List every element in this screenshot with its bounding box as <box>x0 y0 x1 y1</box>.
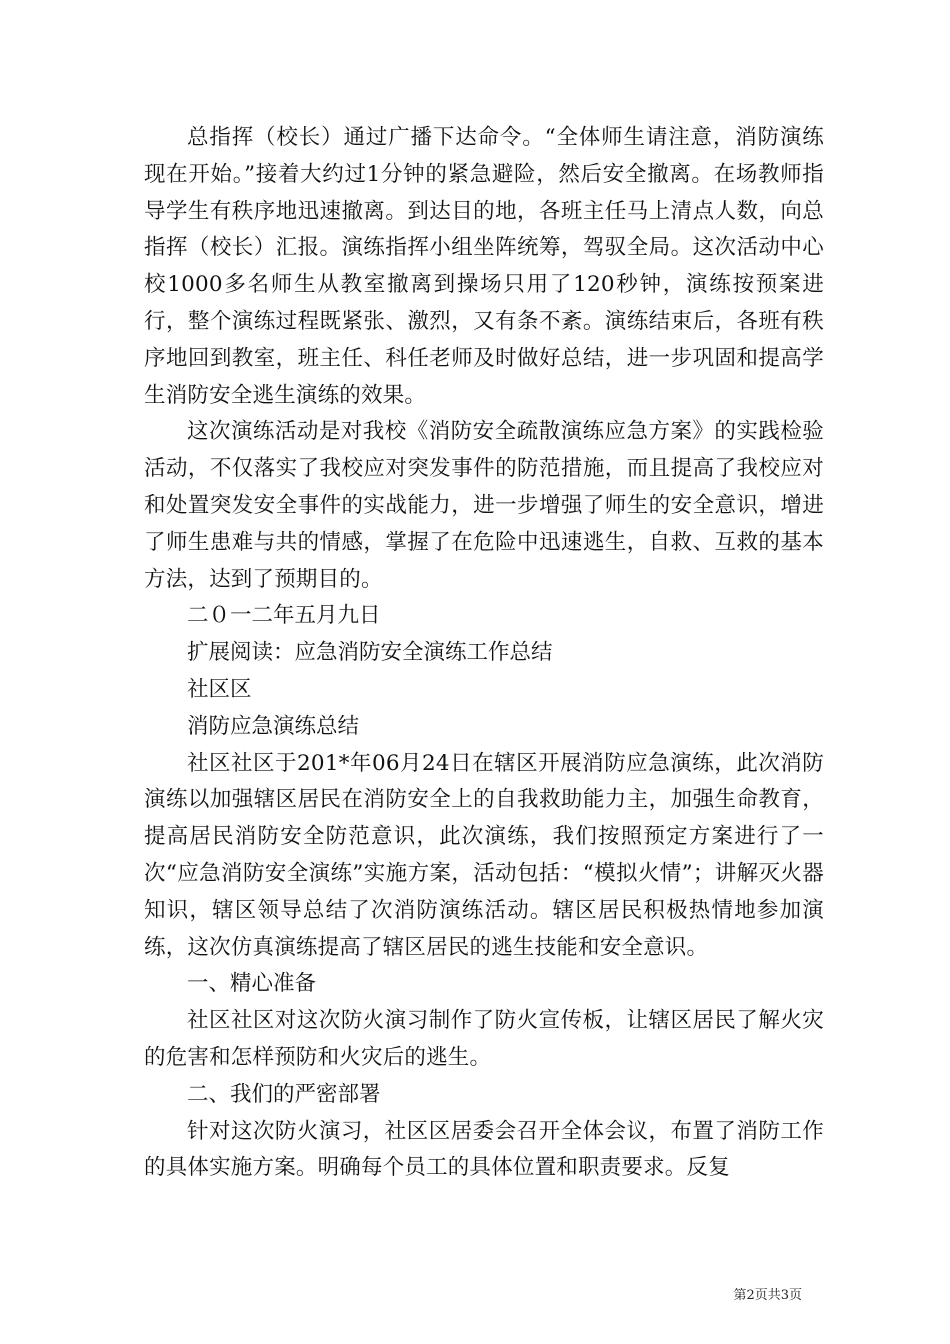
extended-reading-line: 扩展阅读：应急消防安全演练工作总结 <box>187 640 553 666</box>
paragraph-preparation: 社区社区对这次防火演习制作了防火宣传板，让辖区居民了解火灾的危害和怎样预防和火灾后的逃生。 <box>144 1008 824 1070</box>
section-heading-preparation: 一、精心准备 <box>187 971 317 997</box>
paragraph-community-drill: 社区社区于201*年06月24日在辖区开展消防应急演练，此次消防演练以加强辖区居民在消防安全上的自我救助能力主，加强生命教育，提高居民消防安全防范意识，此次演练，我们按照预定方案进行了一次“应急消防安全演练”实施方案，活动包括：“模拟火情”；讲解灭火器知识，辖区领导总结了次消防演练活动。辖区居民积极热情地参加演练，这次仿真演练提高了辖区居民的逃生技能和安全意识。 <box>144 750 824 960</box>
page-number-footer: 第2页共3页 <box>733 1288 802 1303</box>
paragraph-drill-process: 总指挥（校长）通过广播下达命令。“全体师生请注意，消防演练现在开始。”接着大约过1分钟的紧急避险，然后安全撤离。在场教师指导学生有秩序地迅速撤离。到达目的地，各班主任马上清点人数，向总指挥（校长）汇报。演练指挥小组坐阵统筹，驾驭全局。这次活动中心校1000多名师生从教室撤离到操场只用了120秒钟，演练按预案进行，整个演练过程既紧张、激烈，又有条不紊。演练结束后，各班有秩序地回到教室，班主任、科任老师及时做好总结，进一步巩固和提高学生消防安全逃生演练的效果。 <box>144 125 824 408</box>
date-line: 二０一二年五月九日 <box>187 603 381 629</box>
subtitle-line: 消防应急演练总结 <box>187 713 360 739</box>
paragraph-deployment: 针对这次防火演习，社区区居委会召开全体会议，布置了消防工作的具体实施方案。明确每个员工的具体位置和职责要求。反复 <box>144 1118 824 1181</box>
organization-line: 社区区 <box>187 676 252 702</box>
paragraph-drill-evaluation: 这次演练活动是对我校《消防安全疏散演练应急方案》的实践检验活动，不仅落实了我校应对突发事件的防范措施，而且提高了我校应对和处置突发安全事件的实战能力，进一步增强了师生的安全意识，增进了师生患难与共的情感，掌握了在危险中迅速逃生，自救、互救的基本方法，达到了预期目的。 <box>144 419 824 592</box>
document-body <box>144 120 824 1187</box>
section-heading-deployment: 二、我们的严密部署 <box>187 1081 381 1107</box>
